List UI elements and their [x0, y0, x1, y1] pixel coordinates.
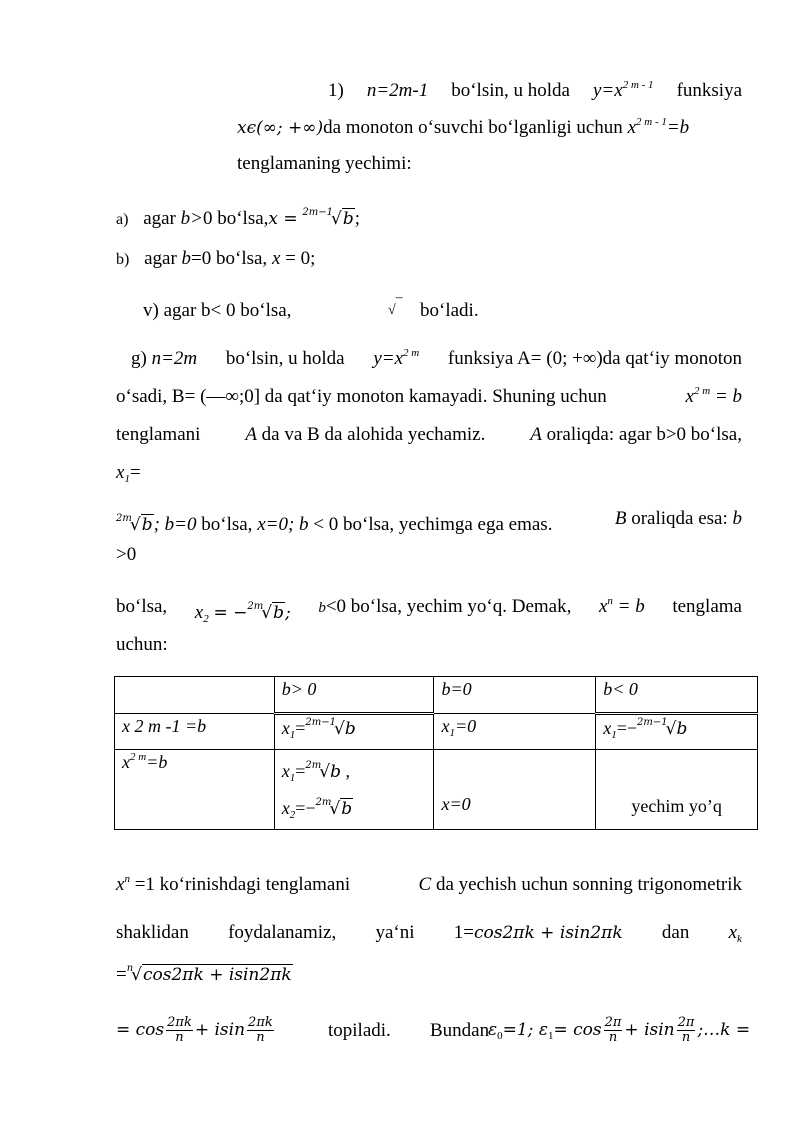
line-2-text: da monoton o‘suvchi bo‘lganligi uchun: [323, 117, 623, 138]
case-b: [116, 246, 315, 273]
case-a: [116, 200, 360, 233]
y-equation: y=x: [593, 80, 623, 101]
trig-line-4-bundan: Bundan: [430, 1020, 490, 1041]
item-number: 1): [328, 80, 344, 101]
table-row1-c1: $x_1=^{2m-1}√b$: [274, 714, 434, 750]
x-exponent: 2 m - 1: [636, 116, 667, 128]
line-1-text-a: bo‘lsin, u holda: [451, 80, 570, 101]
trig-line-4-topiladi: topiladi.: [328, 1020, 391, 1041]
trig-line-4-right: $\varepsilon_0=1$; $\varepsilon_1= \cos$ $\frac{2\pi}{n}$ + isin $\frac{2\pi}{n}$ ;…k =: [488, 1015, 751, 1045]
case-b-text-b: =0 bo‘lsa,: [191, 248, 268, 269]
case-a-x-eq: x =: [268, 209, 298, 229]
trig-line-1: $x^n =1$ ko‘rinishdagi tenglamani C da yechish uchun sonning trigonometrik: [116, 873, 742, 895]
case-a-label: a): [116, 211, 129, 228]
table-row2-c3: yechim yo’q: [596, 750, 758, 830]
case-v-text-b: bo‘ladi.: [420, 300, 479, 321]
table-row1-c3: $x_1=-^{2m-1}√b$: [596, 714, 758, 750]
table-header-row: [115, 677, 758, 714]
trig-line-4-left: = cos $\frac{2\pi k}{n}$ + isin $\frac{2\pi k}{n}$: [116, 1015, 273, 1045]
para-g-line-8: uchun:: [116, 634, 168, 655]
line-2: [237, 115, 689, 141]
solution-table: [114, 676, 758, 830]
root-2m-b: $^{2m}$√b: [116, 513, 153, 535]
table-row-odd: [115, 714, 758, 750]
para-g-line-5: $^{2m}$√b; b=0 bo‘lsa, x=0; b < 0 bo‘lsa, yechimga ega emas. B oraliqda esa: b: [116, 506, 742, 538]
table-header-b-zero: b=0: [434, 677, 596, 714]
case-v: [143, 298, 291, 324]
case-b-condition: b: [181, 248, 192, 269]
root-neg-2m-b: $^{2m}$√b: [247, 601, 284, 623]
case-a-text-a: agar: [143, 208, 176, 229]
case-a-root: $^{2m-1}$√b: [302, 207, 354, 229]
table-row1-c2: $x_1=0$: [434, 714, 596, 750]
line-3: tenglamaning yechimi:: [237, 153, 412, 174]
table-row2-label: $x^{2 m}=b$: [115, 750, 275, 830]
table-row2-c2: x=0: [434, 750, 596, 830]
para-g-line-4: $x_1=$: [116, 462, 141, 485]
trig-line-2: shaklidan foydalanamiz, ya‘ni 1=cos2πk + isin2πk dan $x_k$: [116, 922, 742, 945]
y-exponent: 2 m - 1: [622, 79, 654, 91]
case-v-text-a: v) agar b< 0 bo‘lsa,: [143, 300, 292, 321]
case-v-root: √¯: [388, 297, 403, 318]
case-b-text-c: = 0;: [285, 248, 316, 269]
domain-expression: xϵ(∞; +∞): [237, 118, 324, 138]
para-g-line-2: o‘sadi, B= (—∞;0] da qat‘iy monoton kamayadi. Shuning uchun $x^{2 m} = b$: [116, 385, 742, 407]
case-a-end: ;: [354, 208, 361, 229]
case-a-condition: b>: [180, 208, 203, 229]
trig-line-3: =$^n$√cos2πk + isin2πk: [116, 963, 292, 985]
x-symbol: x: [627, 117, 636, 138]
n-equation: n=2m-1: [366, 80, 429, 101]
table-row2-c1: $x_1=^{2m}√b$ , $x_2=-^{2m}√b$: [274, 750, 434, 830]
case-b-label: b): [116, 251, 130, 268]
table-header-empty: [115, 677, 275, 714]
para-g-line-3: tenglamani A da va B da alohida yechamiz. A oraliqda: agar b>0 bo‘lsa,: [116, 424, 742, 445]
case-b-x: x: [271, 248, 281, 269]
para-g-line-1: g) n=2m bo‘lsin, u holda $y=x^{2 m}$ funksiya A= (0; +∞)da qat‘iy monoton: [131, 347, 742, 369]
table-row-even: [115, 750, 758, 830]
equals-b: =b: [666, 117, 690, 138]
case-b-text-a: agar: [144, 248, 177, 269]
table-header-b-negative: b< 0: [596, 677, 758, 714]
para-g-line-7: bo‘lsa, $x_2 = -^{2m}√b$; b<0 bo‘lsa, yechim yo‘q. Demak, $x^n = b$ tenglama: [116, 595, 742, 625]
para-g-line-6: >0: [116, 544, 137, 565]
table-row1-label: x 2 m -1 =b: [115, 714, 275, 750]
case-a-text-b: 0 bo‘lsa,: [202, 208, 269, 229]
line-1: [328, 78, 742, 104]
table-header-b-positive: b> 0: [274, 677, 434, 714]
line-1-text-b: funksiya: [676, 80, 742, 101]
